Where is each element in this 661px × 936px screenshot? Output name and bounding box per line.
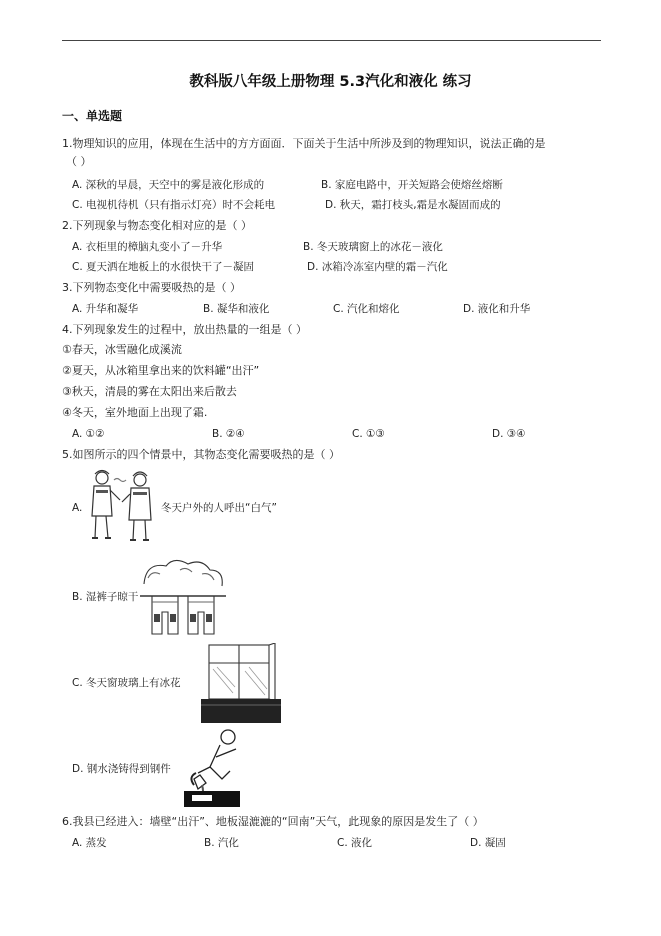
question-2-option-a[interactable]: A. 衣柜里的樟脑丸变小了－升华 bbox=[72, 241, 223, 253]
question-2-stem: 2.下列现象与物态变化相对应的是（ ） bbox=[62, 219, 252, 232]
question-6-option-a[interactable]: A. 蒸发 bbox=[72, 837, 107, 849]
question-4-statement-2: ②夏天，从冰箱里拿出来的饮料罐“出汗” bbox=[62, 364, 260, 377]
question-4-option-c[interactable]: C. ①③ bbox=[352, 428, 385, 440]
question-2-option-d[interactable]: D. 冰箱冷冻室内壁的霜－汽化 bbox=[307, 261, 448, 273]
document-title: 教科版八年级上册物理 5.3汽化和液化 练习 bbox=[189, 74, 472, 90]
people-breathing-figure bbox=[84, 468, 160, 544]
question-5-stem: 5.如图所示的四个情景中，其物态变化需要吸热的是（ ） bbox=[62, 448, 340, 461]
header-rule bbox=[62, 40, 601, 41]
question-1-stem-blank: （ ） bbox=[66, 155, 92, 168]
question-2-option-c[interactable]: C. 夏天洒在地板上的水很快干了－凝固 bbox=[72, 261, 255, 273]
question-5-option-d[interactable]: D. 钢水浇铸得到钢件 bbox=[72, 763, 171, 775]
question-1-option-a[interactable]: A. 深秋的早晨，天空中的雾是液化形成的 bbox=[72, 179, 265, 191]
question-4-stem: 4.下列现象发生的过程中，放出热量的一组是（ ） bbox=[62, 323, 307, 336]
question-4-statement-1: ①春天，冰雪融化成溪流 bbox=[62, 343, 182, 356]
question-4-statement-3: ③秋天，清晨的雾在太阳出来后散去 bbox=[62, 385, 237, 398]
question-3-option-a[interactable]: A. 升华和凝华 bbox=[72, 303, 139, 315]
question-6-option-c[interactable]: C. 液化 bbox=[337, 837, 373, 849]
question-2-option-b[interactable]: B. 冬天玻璃窗上的冰花－液化 bbox=[303, 241, 443, 253]
question-6-stem: 6.我县已经进入：墙壁“出汗”、地板湿漉漉的“回南”天气，此现象的原因是发生了（ ） bbox=[62, 815, 484, 828]
question-5-option-b[interactable]: B. 湿裤子晾干 bbox=[72, 591, 139, 603]
molten-steel-casting-figure bbox=[180, 727, 242, 809]
question-4-option-d[interactable]: D. ③④ bbox=[492, 428, 526, 440]
question-5-option-c[interactable]: C. 冬天窗玻璃上有冰花 bbox=[72, 677, 181, 689]
question-6-option-b[interactable]: B. 汽化 bbox=[204, 837, 239, 849]
question-3-option-d[interactable]: D. 液化和升华 bbox=[463, 303, 531, 315]
drying-trousers-figure bbox=[140, 556, 226, 638]
question-3-option-c[interactable]: C. 汽化和熔化 bbox=[333, 303, 400, 315]
question-5-option-a-label[interactable]: A. bbox=[72, 502, 83, 514]
question-1-option-c[interactable]: C. 电视机待机（只有指示灯亮）时不会耗电 bbox=[72, 199, 276, 211]
question-4-option-b[interactable]: B. ②④ bbox=[212, 428, 245, 440]
question-3-option-b[interactable]: B. 凝华和液化 bbox=[203, 303, 270, 315]
question-4-statement-4: ④冬天，室外地面上出现了霜. bbox=[62, 406, 208, 419]
question-3-stem: 3.下列物态变化中需要吸热的是（ ） bbox=[62, 281, 241, 294]
question-6-option-d[interactable]: D. 凝固 bbox=[470, 837, 506, 849]
frosted-window-figure bbox=[199, 643, 281, 723]
question-1-option-b[interactable]: B. 家庭电路中，开关短路会使熔丝熔断 bbox=[321, 179, 503, 191]
question-4-option-a[interactable]: A. ①② bbox=[72, 428, 105, 440]
question-1-option-d[interactable]: D. 秋天，霜打枝头,霜是水凝固而成的 bbox=[325, 199, 501, 211]
section-heading: 一、单选题 bbox=[62, 109, 123, 123]
question-5-option-a-caption: 冬天户外的人呼出“白气” bbox=[161, 502, 277, 514]
question-1-stem: 1.物理知识的应用，体现在生活中的方方面面．下面关于生活中所涉及到的物理知识，说法正确的是 bbox=[62, 137, 546, 150]
